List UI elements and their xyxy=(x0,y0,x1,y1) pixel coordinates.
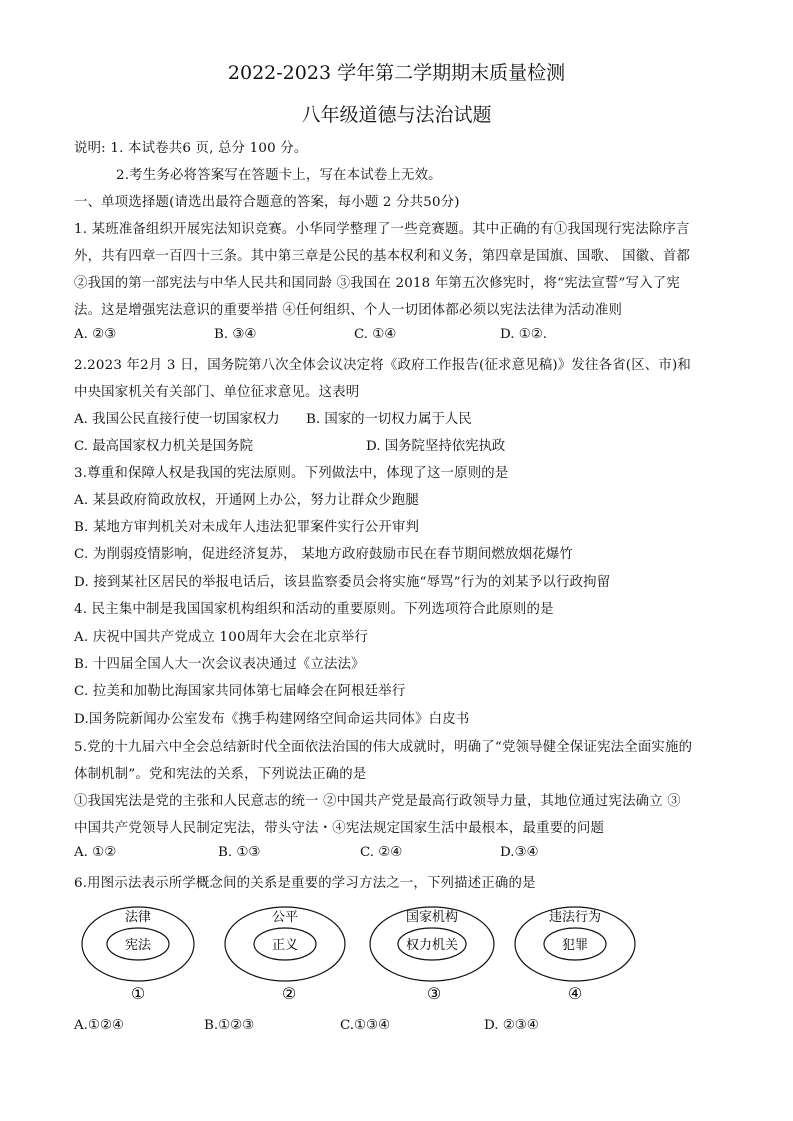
q1-line-4: 法。这是增强宪法意识的重要举措 ④任何组织、个人一切团体都必须以宪法法律为活动准则 xyxy=(74,303,623,318)
q1-line-2: 外，共有四章一百四十三条。其中第三章是公民的基本权利和义务，第四章是国旗、国歌、 国徽、首都 xyxy=(74,249,691,264)
note-1: 说明: 1. 本试卷共6 页, 总分 100 分。 xyxy=(74,141,308,156)
q3-option-a: A. 某县政府简政放权，开通网上办公，努力让群众少跑腿 xyxy=(74,493,419,508)
inner-label: 权力机关 xyxy=(405,938,459,953)
item-number: ③ xyxy=(426,984,442,1003)
section-heading: 一、单项选择题(请选出最符合题意的答案，每小题 2 分共50分) xyxy=(74,195,460,210)
q5-line-2: 体制机制”。党和宪法的关系，下列说法正确的是 xyxy=(74,767,367,782)
q2-option-c: C. 最高国家权力机关是国务院 xyxy=(74,439,253,454)
q2-line-1: 2.2023 年2月 3 日，国务院第八次全体会议决定将《政府工作报告(征求意见稿)》发往各省(区、市)和 xyxy=(74,358,692,373)
q4-option-a: A. 庆祝中国共产党成立 100周年大会在北京举行 xyxy=(74,630,369,645)
q3-option-d: D. 接到某社区居民的举报电话后，该县监察委员会将实施“辱骂”行为的刘某予以行政拘留 xyxy=(74,575,611,590)
q2-option-d: D. 国务院坚持依宪执政 xyxy=(366,439,506,454)
diagram-item-2 xyxy=(225,907,345,1003)
q4-option-b: B. 十四届全国人大一次会议表决通过《立法法》 xyxy=(74,657,365,672)
q5-line-1: 5.党的十九届六中全会总结新时代全面依法治国的伟大成就时，明确了“党领导健全保证宪法全面实施的 xyxy=(74,740,693,755)
q4-option-c: C. 拉美和加勒比海国家共同体第七届峰会在阿根廷举行 xyxy=(74,684,406,699)
outer-label: 违法行为 xyxy=(548,910,602,925)
inner-label: 宪法 xyxy=(124,938,152,953)
q3-option-b: B. 某地方审判机关对未成年人违法犯罪案件实行公开审判 xyxy=(74,520,420,535)
q1-option-c: C. ①④ xyxy=(354,327,397,342)
q3-option-c: C. 为削弱疫情影响，促进经济复苏， 某地方政府鼓励市民在春节期间燃放烟花爆竹 xyxy=(74,547,574,562)
q5-line-4: 中国共产党领导人民制定宪法，带头守法・④宪法规定国家生活中最根本，最重要的问题 xyxy=(74,821,605,836)
note-2: 2.考生务必将答案写在答题卡上，写在本试卷上无效。 xyxy=(116,168,442,183)
q4-option-d: D.国务院新闻办公室发布《携手构建网络空间命运共同体》白皮书 xyxy=(74,712,470,727)
diagram-item-3 xyxy=(370,907,494,1003)
q1-line-1: 1. 某班准备组织开展宪法知识竞赛。小华同学整理了一些竞赛题。其中正确的有①我国现行宪法除序言 xyxy=(74,222,690,237)
q6-stem: 6.用图示法表示所学概念间的关系是重要的学习方法之一，下列描述正确的是 xyxy=(74,876,536,891)
q5-option-c: C. ②④ xyxy=(360,845,403,860)
item-number: ① xyxy=(130,984,146,1003)
outer-label: 公平 xyxy=(271,910,299,925)
exam-subtitle: 八年级道德与法治试题 xyxy=(301,104,492,126)
item-number: ② xyxy=(281,984,297,1003)
concept-diagram xyxy=(70,900,650,1010)
q5-option-d: D.③④ xyxy=(500,845,539,860)
q5-option-b: B. ①③ xyxy=(218,845,261,860)
q1-option-b: B. ③④ xyxy=(214,327,257,342)
q2-option-b: B. 国家的一切权力属于人民 xyxy=(306,412,472,427)
q2-line-2: 中央国家机关有关部门、单位征求意见。这表明 xyxy=(74,385,360,400)
q6-option-b: B.①②③ xyxy=(204,1018,255,1033)
q6-option-d: D. ②③④ xyxy=(484,1018,539,1033)
inner-label: 正义 xyxy=(271,938,299,953)
item-number: ④ xyxy=(567,984,583,1003)
q6-option-c: C.①③④ xyxy=(340,1018,391,1033)
outer-label: 国家机构 xyxy=(405,910,459,925)
q2-option-a: A. 我国公民直接行使一切国家权力 xyxy=(74,412,280,427)
diagram-item-1 xyxy=(82,907,194,1003)
diagram-item-4 xyxy=(515,907,635,1003)
q1-option-d: D. ①②. xyxy=(500,327,548,342)
outer-label: 法律 xyxy=(124,910,152,925)
q4-stem: 4. 民主集中制是我国国家机构组织和活动的重要原则。下列选项符合此原则的是 xyxy=(74,602,554,617)
q3-stem: 3.尊重和保障人权是我国的宪法原则。下列做法中，体现了这一原则的是 xyxy=(74,466,509,481)
q6-option-a: A.①②④ xyxy=(74,1018,124,1033)
exam-title: 2022-2023 学年第二学期期末质量检测 xyxy=(227,62,566,84)
inner-label: 犯罪 xyxy=(561,938,589,953)
q5-line-3: ①我国宪法是党的主张和人民意志的统一 ②中国共产党是最高行政领导力量，其地位通过宪法确立 ③ xyxy=(74,794,681,809)
q1-option-a: A. ②③ xyxy=(74,327,117,342)
q5-option-a: A. ①② xyxy=(74,845,117,860)
q1-line-3: ②我国的第一部宪法与中华人民共和国同龄 ③我国在 2018 年第五次修宪时，将“宪法宣誓”写入了宪 xyxy=(74,276,680,291)
